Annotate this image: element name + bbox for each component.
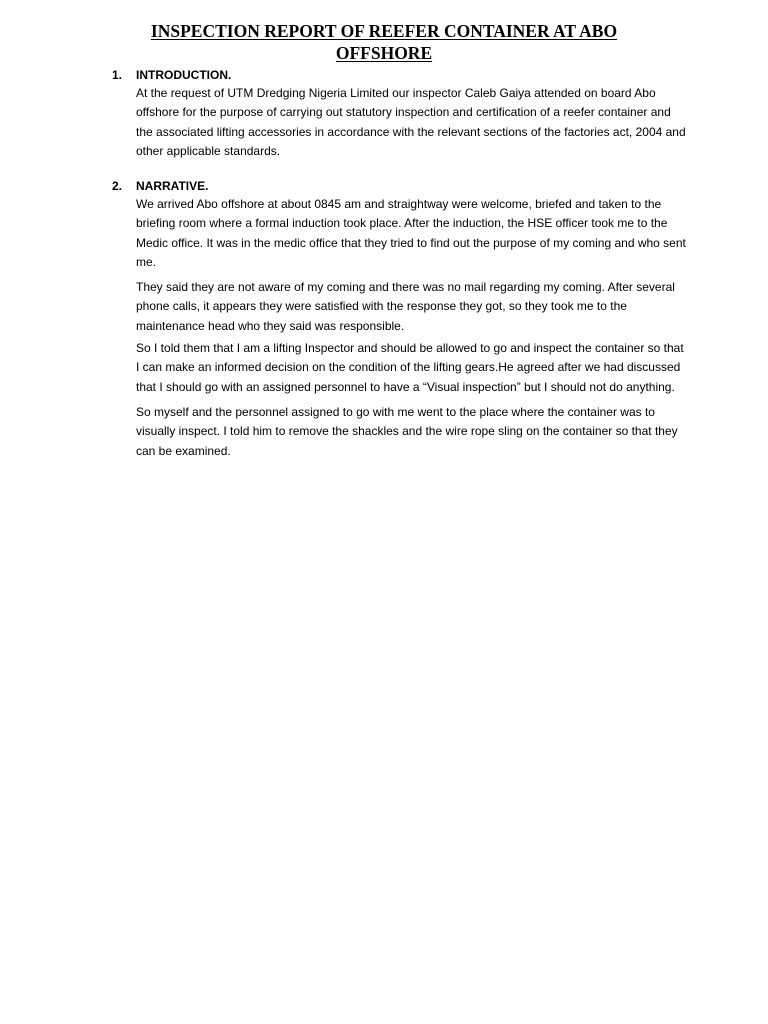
- section-number: 2.: [112, 179, 123, 193]
- narrative-paragraph: We arrived Abo offshore at about 0845 am and straightway were welcome, briefed and taken to the briefing room where a formal induction took place. After the induction, the HSE officer took me to the Medic office. It was in the medic office that they tried to find out the purpose of my coming and who sent me.: [136, 197, 686, 269]
- report-title: INSPECTION REPORT OF REEFER CONTAINER AT ABO OFFSHORE: [150, 21, 618, 63]
- section-narrative: [112, 177, 692, 461]
- narrative-paragraph: So myself and the personnel assigned to go with me went to the place where the container was to visually inspect. I told him to remove the shackles and the wire rope sling on the container so that they can be examined.: [136, 404, 678, 458]
- section-title: INTRODUCTION.: [136, 68, 232, 82]
- introduction-paragraph: At the request of UTM Dredging Nigeria Limited our inspector Caleb Gaiya attended on board Abo offshore for the purpose of carrying out statutory inspection and certification of a reefer container and the associated lifting accessories in accordance with the relevant sections of the factories act, 2004 and other applicable standards.: [136, 86, 686, 158]
- section-number: 1.: [112, 68, 123, 82]
- section-introduction: [112, 66, 692, 161]
- section-heading: [112, 66, 692, 84]
- section-title: NARRATIVE.: [136, 179, 209, 193]
- narrative-paragraph: So I told them that I am a lifting Inspector and should be allowed to go and inspect the container so that I can make an informed decision on the condition of the lifting gears.He agreed after we had discussed that I should go with an assigned personnel to have a “Visual inspection” but I should not do anything.: [136, 341, 684, 394]
- narrative-paragraph: They said they are not aware of my coming and there was no mail regarding my coming. After several phone calls, it appears they were satisfied with the response they got, so they took me to the maintenance head who they said was responsible.: [136, 280, 675, 333]
- section-heading: [112, 177, 692, 195]
